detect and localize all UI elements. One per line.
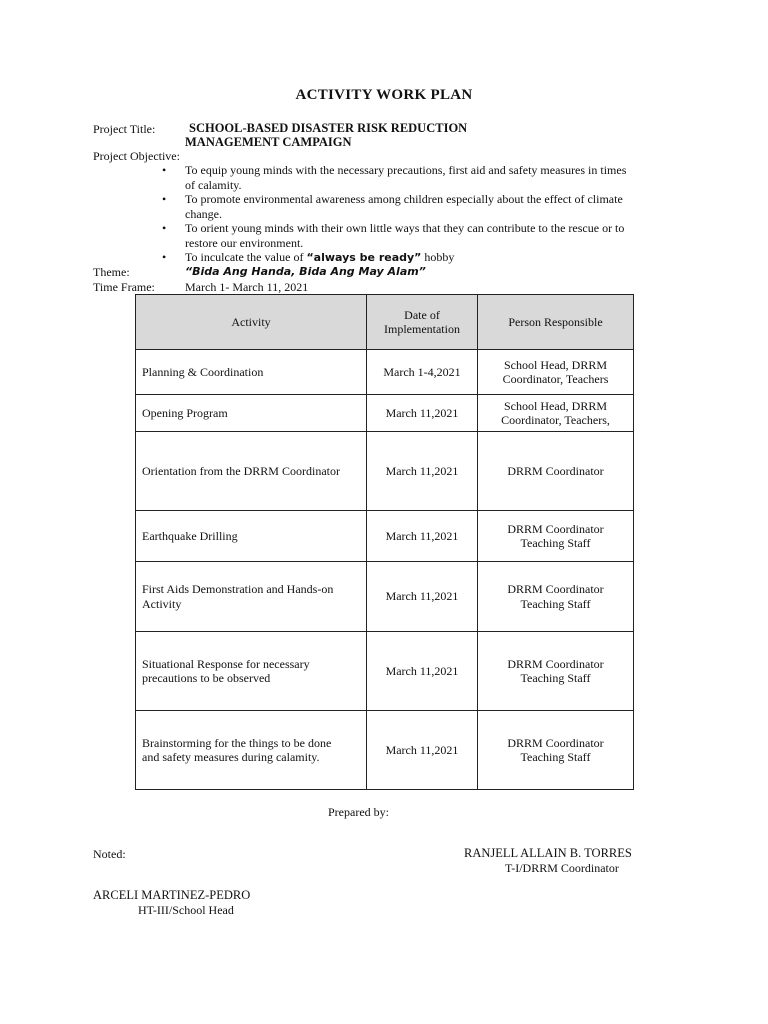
objective-list: [162, 163, 672, 266]
activity-cell: [136, 632, 367, 711]
person-line1: DRRM Coordinator: [507, 521, 604, 536]
theme-label: Theme:: [93, 265, 130, 279]
project-objective-label: Project Objective:: [93, 149, 180, 163]
person-line2: Coordinator, Teachers: [502, 372, 609, 386]
theme-value: “Bida Ang Handa, Bida Ang May Alam”: [185, 265, 426, 278]
table-row: [136, 395, 634, 432]
table-row: [136, 511, 634, 562]
date-cell: March 11,2021: [367, 432, 478, 511]
header-person: Person Responsible: [478, 295, 634, 350]
activity-line2: precautions to be observed: [142, 671, 271, 685]
project-title-line2: MANAGEMENT CAMPAIGN: [185, 135, 352, 149]
objective-text-line2: change.: [185, 206, 222, 221]
bullet-icon: •: [162, 192, 167, 206]
table-header-row: [136, 295, 634, 350]
project-title-label: Project Title:: [93, 122, 156, 136]
objective-emphasis: “always be ready”: [306, 251, 422, 264]
person-line1: DRRM Coordinator: [507, 656, 604, 671]
person-line2: Teaching Staff: [520, 671, 591, 685]
header-date-line2: Implementation: [384, 322, 460, 336]
header-activity: Activity: [136, 295, 367, 350]
date-cell: March 11,2021: [367, 395, 478, 432]
bullet-icon: •: [162, 163, 167, 177]
person-line1: DRRM Coordinator: [507, 735, 604, 750]
bullet-icon: •: [162, 221, 167, 235]
noted-label: Noted:: [93, 847, 126, 861]
table-row: [136, 711, 634, 790]
date-cell: March 1-4,2021: [367, 350, 478, 395]
person-cell: [478, 562, 634, 632]
objective-text-line1: To orient young minds with their own little ways that they can contribute to the rescue or to: [185, 221, 625, 235]
header-date-line1: Date of: [404, 307, 440, 322]
project-title-line1: SCHOOL-BASED DISASTER RISK REDUCTION: [189, 121, 468, 135]
activity-table: [135, 294, 634, 790]
preparer-position: T-I/DRRM Coordinator: [505, 861, 619, 875]
time-frame-label: Time Frame:: [93, 280, 155, 294]
activity-cell: [136, 711, 367, 790]
activity-line1: Situational Response for necessary: [142, 656, 310, 671]
person-line2: Teaching Staff: [520, 596, 591, 611]
objective-text-line2: restore our environment.: [185, 235, 304, 250]
date-cell: March 11,2021: [367, 511, 478, 562]
prepared-by-label: Prepared by:: [328, 805, 389, 819]
person-cell: [478, 711, 634, 790]
objective-text-line2: of calamity.: [185, 177, 242, 192]
activity-cell: [136, 432, 367, 511]
table-row: [136, 632, 634, 711]
header-date: [367, 295, 478, 350]
person-cell: [478, 511, 634, 562]
objective-text-after: hobby: [421, 250, 455, 264]
activity-line1: Opening Program: [142, 405, 228, 420]
activity-line1: Earthquake Drilling: [142, 528, 238, 543]
table-row: [136, 432, 634, 511]
objective-text-before: To inculcate the value of: [185, 250, 307, 264]
person-line2: Coordinator, Teachers,: [501, 413, 610, 427]
person-line1: School Head, DRRM: [504, 357, 607, 372]
person-line1: DRRM Coordinator: [507, 463, 604, 478]
activity-cell: [136, 350, 367, 395]
objective-item: [162, 163, 672, 192]
objective-item: [162, 192, 672, 221]
activity-line1: Planning & Coordination: [142, 364, 264, 379]
person-line1: School Head, DRRM: [504, 398, 607, 413]
activity-cell: [136, 562, 367, 632]
person-cell: [478, 632, 634, 711]
activity-cell: [136, 511, 367, 562]
person-line2: Teaching Staff: [520, 536, 591, 550]
activity-line2: and safety measures during calamity.: [142, 750, 320, 764]
activity-line1: Brainstorming for the things to be done: [142, 735, 332, 750]
activity-line2: Activity: [142, 596, 182, 611]
person-cell: [478, 395, 634, 432]
date-cell: March 11,2021: [367, 711, 478, 790]
preparer-name: RANJELL ALLAIN B. TORRES: [464, 846, 632, 860]
person-cell: [478, 432, 634, 511]
document-title: ACTIVITY WORK PLAN: [295, 87, 473, 103]
table-row: [136, 350, 634, 395]
objective-text-line1: To equip young minds with the necessary precautions, first aid and safety measures in times: [185, 163, 627, 177]
activity-cell: [136, 395, 367, 432]
person-line1: DRRM Coordinator: [507, 582, 604, 596]
activity-line1: First Aids Demonstration and Hands-on: [142, 582, 334, 596]
noter-position: HT-III/School Head: [138, 903, 234, 917]
time-frame-value: March 1- March 11, 2021: [185, 280, 309, 294]
person-cell: [478, 350, 634, 395]
table-row: [136, 562, 634, 632]
date-cell: March 11,2021: [367, 562, 478, 632]
objective-text-line1: To promote environmental awareness among children especially about the effect of climate: [185, 192, 623, 206]
objective-item: [162, 250, 672, 266]
person-line2: Teaching Staff: [520, 750, 591, 764]
activity-line1: Orientation from the DRRM Coordinator: [142, 463, 340, 478]
objective-text: [185, 250, 672, 266]
bullet-icon: •: [162, 250, 167, 264]
objective-item: [162, 221, 672, 250]
date-cell: March 11,2021: [367, 632, 478, 711]
noter-name: ARCELI MARTINEZ-PEDRO: [93, 888, 251, 902]
